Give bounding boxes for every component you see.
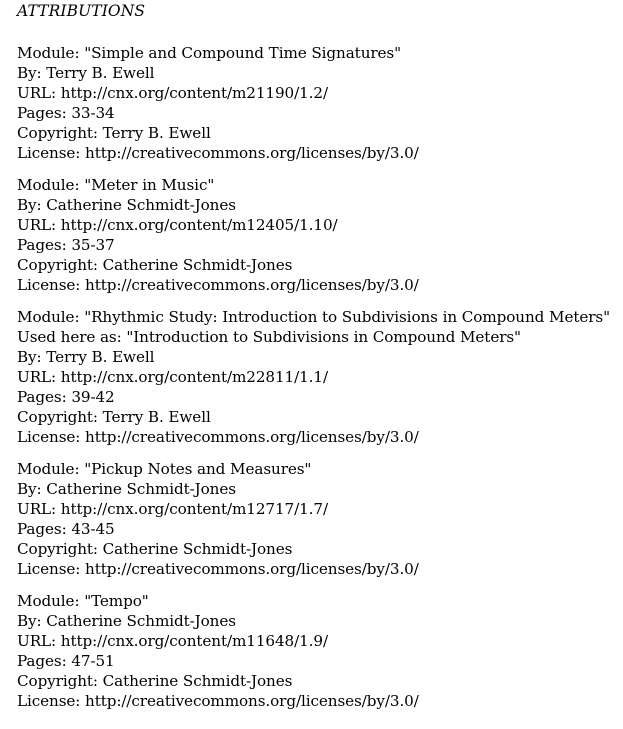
attribution-entry [17, 307, 623, 447]
attribution-line: URL: http://cnx.org/content/m12717/1.7/ [17, 500, 328, 518]
attribution-line: Module: "Tempo" [17, 592, 149, 610]
page-heading: ATTRIBUTIONS [17, 2, 146, 20]
attribution-entry [17, 43, 623, 163]
attribution-line: Copyright: Catherine Schmidt-Jones [17, 256, 293, 274]
attribution-line: By: Catherine Schmidt-Jones [17, 196, 236, 214]
attribution-line: By: Terry B. Ewell [17, 348, 155, 366]
attribution-line: Copyright: Catherine Schmidt-Jones [17, 672, 293, 690]
attribution-line: Pages: 35-37 [17, 236, 115, 254]
attribution-list [17, 43, 623, 711]
attribution-line: Pages: 47-51 [17, 652, 115, 670]
attribution-line: License: http://creativecommons.org/licenses/by/3.0/ [17, 560, 419, 578]
attribution-line: Copyright: Terry B. Ewell [17, 408, 211, 426]
attribution-line: Pages: 43-45 [17, 520, 115, 538]
attribution-entry [17, 175, 623, 295]
attribution-line: URL: http://cnx.org/content/m21190/1.2/ [17, 84, 328, 102]
attribution-line: Used here as: "Introduction to Subdivisions in Compound Meters" [17, 328, 521, 346]
attribution-line: Module: "Pickup Notes and Measures" [17, 460, 312, 478]
attribution-line: By: Terry B. Ewell [17, 64, 155, 82]
attribution-entry [17, 459, 623, 579]
attribution-line: Module: "Meter in Music" [17, 176, 215, 194]
attribution-line: Module: "Rhythmic Study: Introduction to Subdivisions in Compound Meters" [17, 308, 610, 326]
attribution-line: License: http://creativecommons.org/licenses/by/3.0/ [17, 692, 419, 710]
attribution-line: Copyright: Terry B. Ewell [17, 124, 211, 142]
attribution-line: Module: "Simple and Compound Time Signatures" [17, 44, 401, 62]
attribution-line: URL: http://cnx.org/content/m22811/1.1/ [17, 368, 328, 386]
attribution-line: License: http://creativecommons.org/licenses/by/3.0/ [17, 276, 419, 294]
attribution-line: URL: http://cnx.org/content/m12405/1.10/ [17, 216, 338, 234]
attribution-line: By: Catherine Schmidt-Jones [17, 480, 236, 498]
attribution-line: Pages: 33-34 [17, 104, 115, 122]
attribution-line: URL: http://cnx.org/content/m11648/1.9/ [17, 632, 328, 650]
attribution-line: Pages: 39-42 [17, 388, 115, 406]
attribution-line: License: http://creativecommons.org/licenses/by/3.0/ [17, 144, 419, 162]
attribution-line: Copyright: Catherine Schmidt-Jones [17, 540, 293, 558]
attribution-line: By: Catherine Schmidt-Jones [17, 612, 236, 630]
attribution-entry [17, 591, 623, 711]
attribution-line: License: http://creativecommons.org/licenses/by/3.0/ [17, 428, 419, 446]
